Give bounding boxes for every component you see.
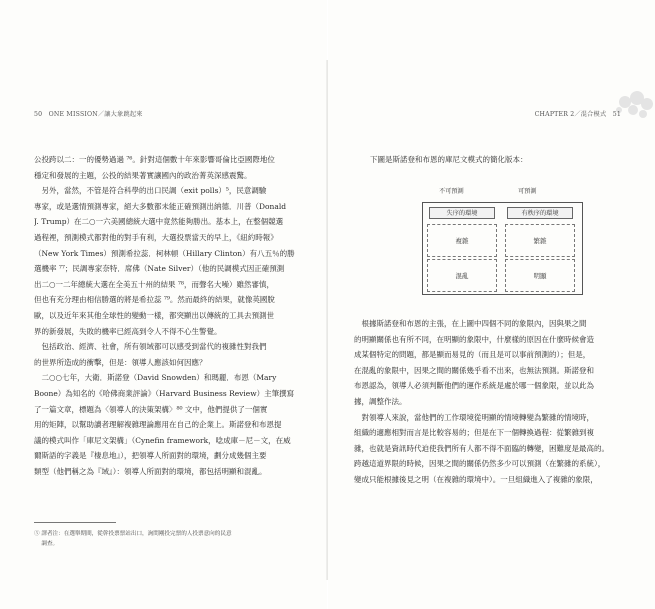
disordered-environment-label: 失序的環境 — [429, 207, 495, 219]
quadrant-chaotic: 混亂 — [427, 259, 497, 292]
footnote-divider — [34, 522, 116, 523]
text-line: 用的矩陣，以幫助讀者理解複雜理論應用在自己的企業上。斯諾登和布恩提 — [34, 420, 282, 430]
text-line: 爾斯語的字義是『棲息地』），把領導人所面對的環境，劃分成幾個主要 — [34, 451, 267, 461]
paragraph — [34, 339, 296, 370]
text-line: 根據斯諾登和布恩的主張，在上圖中四個不同的象限內，因與果之間 — [354, 319, 587, 328]
text-line: 變成只能根據後見之明（在複雜的環境中）。一旦組織進入了複雜的象限， — [354, 474, 598, 484]
text-line: 對領導人來說，當他們的工作環境從明顯的情境轉變為繁雜的情境時， — [354, 412, 594, 422]
paragraph — [34, 152, 296, 183]
text-line: 公投跨以二：一的優勢過過 ⁷⁶。針對這個數十年來影響哥倫比亞國際地位 — [34, 155, 275, 164]
ordered-environment-label: 有秩序的環境 — [507, 207, 573, 219]
text-line: 二○○七年，大衛．斯諾登（David Snowden）和瑪麗．布恩（Mary — [34, 373, 277, 383]
text-line: 了一篇文章，標題為〈領導人的決策架構〉⁸⁰ 文中，他們提供了一個實 — [34, 404, 268, 414]
text-line: 穩定和發展的主題，公投的結果著實讓國內的政治菁英深感震驚。 — [34, 170, 252, 180]
text-line: 據，調整作法。 — [354, 396, 407, 406]
corner-map-decoration — [595, 88, 655, 124]
text-line: 成某個特定的問題，都是顯而易見的（而且是可以事前預測的）；但是， — [354, 350, 591, 360]
paragraph — [354, 410, 616, 488]
text-line: 組織的適應相對而言是比較容易的；但是在下一個轉換過程：從繁雜到複 — [354, 428, 594, 438]
footnote — [34, 529, 296, 549]
text-line: 但也有充分理由相信勝選的將是希拉蕊 ⁷⁹。然而最終的結果，就像英國脫 — [34, 295, 275, 305]
left-page — [0, 0, 327, 609]
text-line: 的明顯關係也有所不同，在明顯的象限中，什麼樣的原因在什麼時候會造 — [354, 334, 594, 344]
text-line: 布恩認為，領導人必須判斷他們的運作系統是處於哪一個象限，並以此為 — [354, 381, 594, 391]
text-line: J. Trump）在二○一六美國總統大選中竟然能夠勝出。基本上，在整個競選 — [34, 217, 284, 227]
header-predictable: 可預測 — [518, 188, 537, 195]
header-unpredictable: 不可預測 — [439, 188, 464, 195]
text-line: 選機率 ⁷⁷；民調專家奈特．席佛（Nate Silver）（他的民調模式因正確預測 — [34, 264, 285, 274]
quadrant-complicated: 繁雜 — [505, 224, 575, 257]
text-line: 包括政治、經濟、社會，所有領域都可以感受到當代的複雜性對我們 — [34, 342, 267, 352]
text-line: 雜，也就是資訊時代迫使我們所有人都不得不面臨的轉變，困難度是最高的。 — [354, 443, 609, 453]
text-line: 的世界所造成的衝擊，但是：領導人應該如何因應？ — [34, 357, 207, 367]
text-line: （New York Times）預測希拉蕊．柯林頓（Hillary Clinton）有八五％的勝 — [34, 248, 295, 258]
footnote-line: 調查。 — [34, 541, 59, 547]
text-line: 議的模式叫作「庫尼文架構」（Cynefin framework，唸成庫－尼－文，在威 — [34, 435, 291, 445]
right-page — [328, 0, 655, 609]
text-line: 類型（他們稱之為『域』）：領導人所面對的環境，都包括明顯和混亂。 — [34, 466, 267, 476]
diagram-intro: 下圖是斯諾登和布恩的庫尼文模式的簡化版本： — [370, 155, 528, 164]
right-running-head: CHAPTER 2／混合模式 51 — [534, 111, 621, 118]
text-line: 在混亂的象限中，因果之間的關係幾乎看不出來，也無法預測。斯諾登和 — [354, 365, 594, 375]
text-line: 歐，以及近年來其他全球性的變動一樣，都突顯出以傳統的工具去預測世 — [34, 310, 274, 320]
text-line: 過程裡，預測模式都對他的對手有利，大選投票當天的早上，《紐約時報》 — [34, 232, 278, 242]
left-body-text — [34, 152, 296, 479]
text-line: 另外，當然，不管是符合科學的出口民調（exit polls）⁵，民意調驗 — [34, 186, 267, 196]
text-line: 界的新發展，失敗的機率已經高到令人不得不心生警覺。 — [34, 326, 222, 336]
text-line: 跨越這道界限的時候，因果之間的關係仍然多少可以預測（在繁雜的系統）， — [354, 459, 606, 469]
text-line: 專家，或是選情預測專家，絕大多數都未能正確預測出納德．川普（Donald — [34, 201, 287, 211]
paragraph — [34, 183, 296, 339]
footnote-line: ⑤ 譯者注：在選舉期間，從幹投票票站出口，詢問剛投完票的人投票意向的民意 — [34, 531, 232, 537]
right-body-text — [354, 316, 616, 488]
text-line: 出二○一二年總統大選在全美五十州的結果 ⁷⁸，而聲名大噪）雖然審慎， — [34, 279, 274, 289]
paragraph — [354, 316, 616, 410]
text-line: Boone）為知名的《哈佛商業評論》（Harvard Business Review）主筆撰寫 — [34, 388, 295, 398]
paragraph — [34, 370, 296, 479]
quadrant-complex: 複雜 — [427, 224, 497, 257]
quadrant-obvious: 明顯 — [505, 259, 575, 292]
cynefin-diagram — [397, 180, 583, 298]
left-running-head: 50 ONE MISSION／讓大象跳起來 — [34, 111, 143, 118]
